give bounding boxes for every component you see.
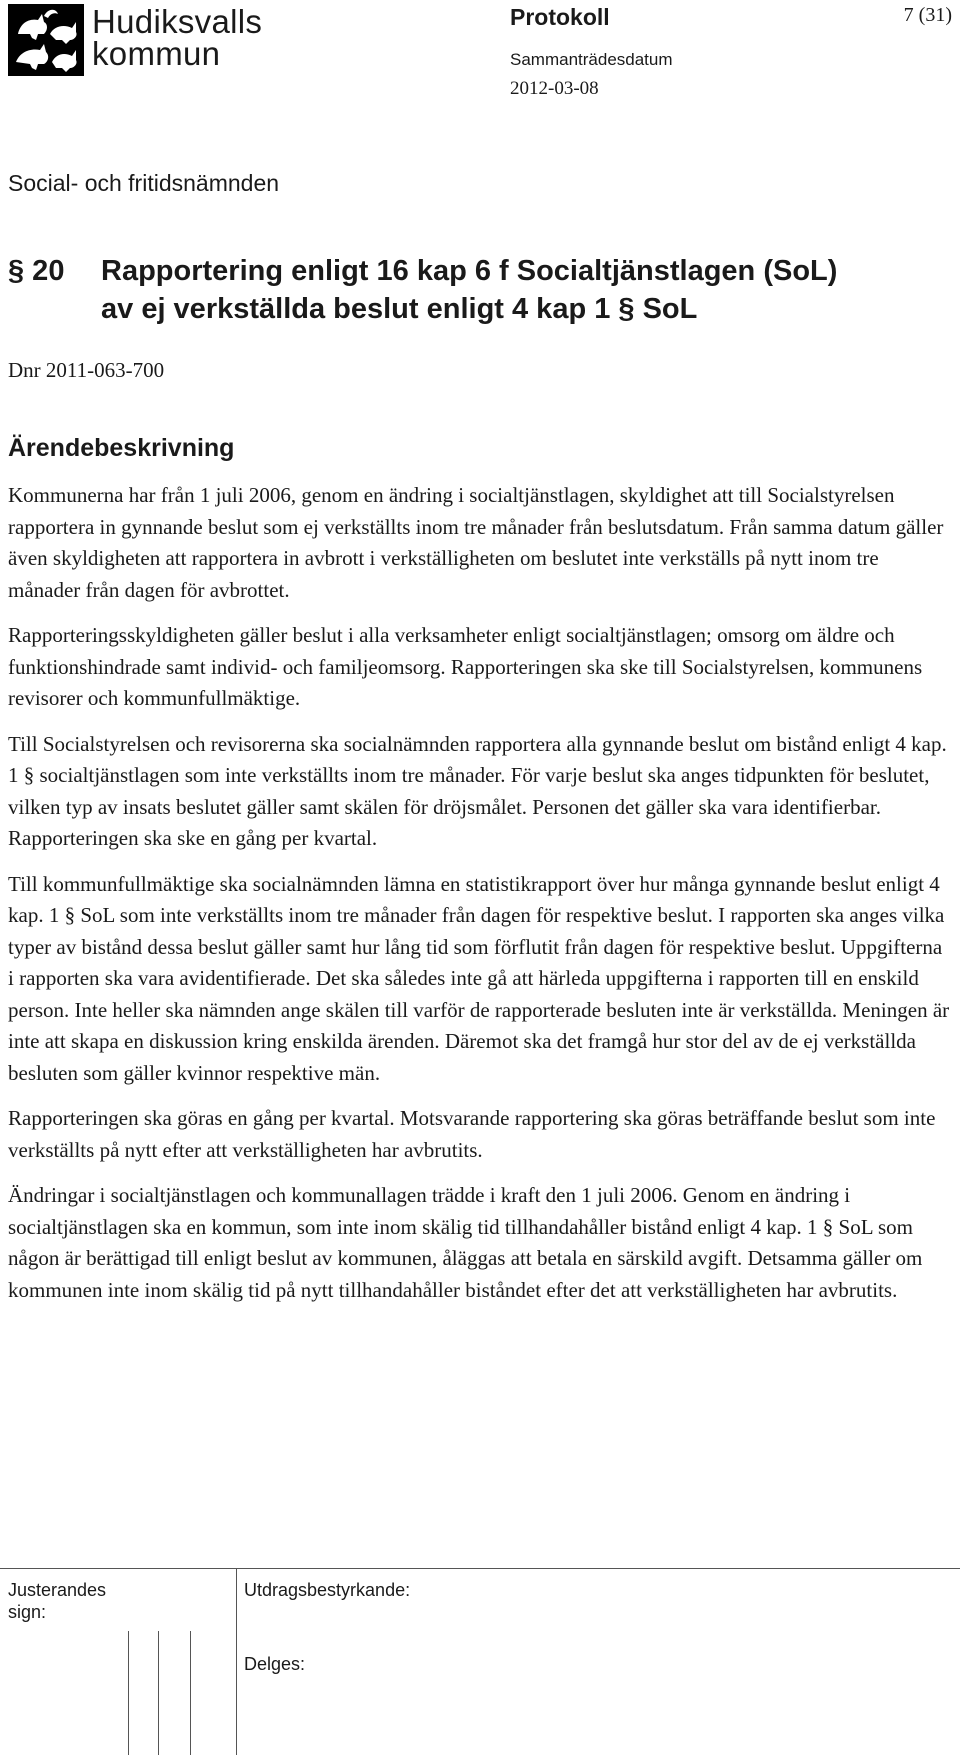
paragraph: Kommunerna har från 1 juli 2006, genom en ändring i socialtjänstlagen, skyldighet att till Socialstyrelsen rapportera in gynnande beslut som ej verkställts inom tre månader från beslutsdatum. Från samma datum gäller även skyldigheten att rapportera in avbrott i verkställigheten om beslutet inte verkställs på nytt inom tre månader från dagen för avbrottet.	[8, 483, 944, 602]
paragraph: Till Socialstyrelsen och revisorerna ska socialnämnden rapportera alla gynnande beslut om bistånd enligt 4 kap. 1 § socialtjänstlagen som inte verkställts inom tre månader. För varje beslut ska anges tidpunkten för beslutet, vilken typ av insats beslutet gäller samt skälen för dröjsmålet. Personen det gäller ska vara identifierbar. Rapporteringen ska ske en gång per kvartal.	[8, 731, 947, 850]
footer-divider	[236, 1569, 237, 1755]
page-number: 7 (31)	[903, 4, 952, 26]
paragraph: Till kommunfullmäktige ska socialnämnden lämna en statistikrapport över hur många gynnande beslut enligt 4 kap. 1 § SoL som inte verkställts inom tre månader från dagen för respektive beslut. I rapporten ska anges vilka typer av bistånd dessa beslut gäller samt hur lång tid som förflutit från dagen för respektive beslut. Uppgifterna i rapporten ska vara avidentifierade. Det ska således inte gå att härleda uppgifterna i rapporten till en enskild person. Inte heller ska nämnden ange skälen till varför de rapporterade besluten inte är verkställda. Meningen är inte att skapa en diskussion kring enskilda ärenden. Däremot ska det framgå hur stor del av de ej verkställda besluten som gäller kvinnor respektive män.	[8, 871, 950, 1085]
section-title	[101, 252, 960, 328]
signature-divider	[190, 1631, 191, 1755]
section-title-line2: av ej verkställda beslut enligt 4 kap 1 § SoL	[101, 293, 698, 325]
coat-of-arms-logo	[8, 4, 84, 76]
justerandes-label	[8, 1579, 106, 1623]
date-value: 2012-03-08	[510, 78, 599, 99]
paragraph: Ändringar i socialtjänstlagen och kommunallagen trädde i kraft den 1 juli 2006. Genom en ändring i socialtjänstlagen ska en kommun, som inte inom skälig tid tillhandahåller bistånd enligt 4 kap. 1 § SoL som någon är berättigad till enligt beslut av kommunen, åläggas att betala en särskild avgift. Detsamma gäller om kommunen inte inom skälig tid på nytt tillhandahåller biståndet efter det att verkställigheten har avbrutits.	[8, 1183, 923, 1302]
section-title-line1: Rapportering enligt 16 kap 6 f Socialtjänstlagen (SoL)	[101, 255, 838, 287]
subheading: Ärendebeskrivning	[8, 434, 235, 462]
org-name	[92, 3, 263, 72]
paragraph: Rapporteringsskyldigheten gäller beslut i alla verksamheter enligt socialtjänstlagen; omsorg om äldre och funktionshindrade samt individ- och familjeomsorg. Rapporteringen ska ske till Socialstyrelsen, kommunens revisorer och kommunfullmäktige.	[8, 623, 923, 710]
paragraph: Rapporteringen ska göras en gång per kvartal. Motsvarande rapportering ska göras beträffande beslut som inte verkställts på nytt efter att verkställigheten har avbrutits.	[8, 1106, 936, 1162]
section-heading	[8, 252, 838, 325]
date-label: Sammanträdesdatum	[510, 50, 673, 69]
section-number: § 20	[8, 255, 65, 287]
signature-footer	[0, 1568, 960, 1755]
utdrag-label: Utdragsbestyrkande:	[244, 1580, 411, 1600]
body-text	[8, 480, 953, 1320]
signature-divider	[158, 1631, 159, 1755]
org-name-line2: kommun	[92, 35, 221, 72]
committee-name: Social- och fritidsnämnden	[8, 170, 280, 196]
delges-label: Delges:	[244, 1654, 306, 1674]
diary-number: Dnr 2011-063-700	[8, 358, 165, 382]
goat-coat-of-arms-icon	[8, 4, 84, 76]
org-name-line1: Hudiksvalls	[92, 3, 263, 40]
signature-divider	[128, 1631, 129, 1755]
justerandes-label-line1: Justerandes	[8, 1580, 107, 1600]
document-type: Protokoll	[510, 4, 610, 30]
justerandes-label-line2: sign:	[8, 1602, 47, 1622]
